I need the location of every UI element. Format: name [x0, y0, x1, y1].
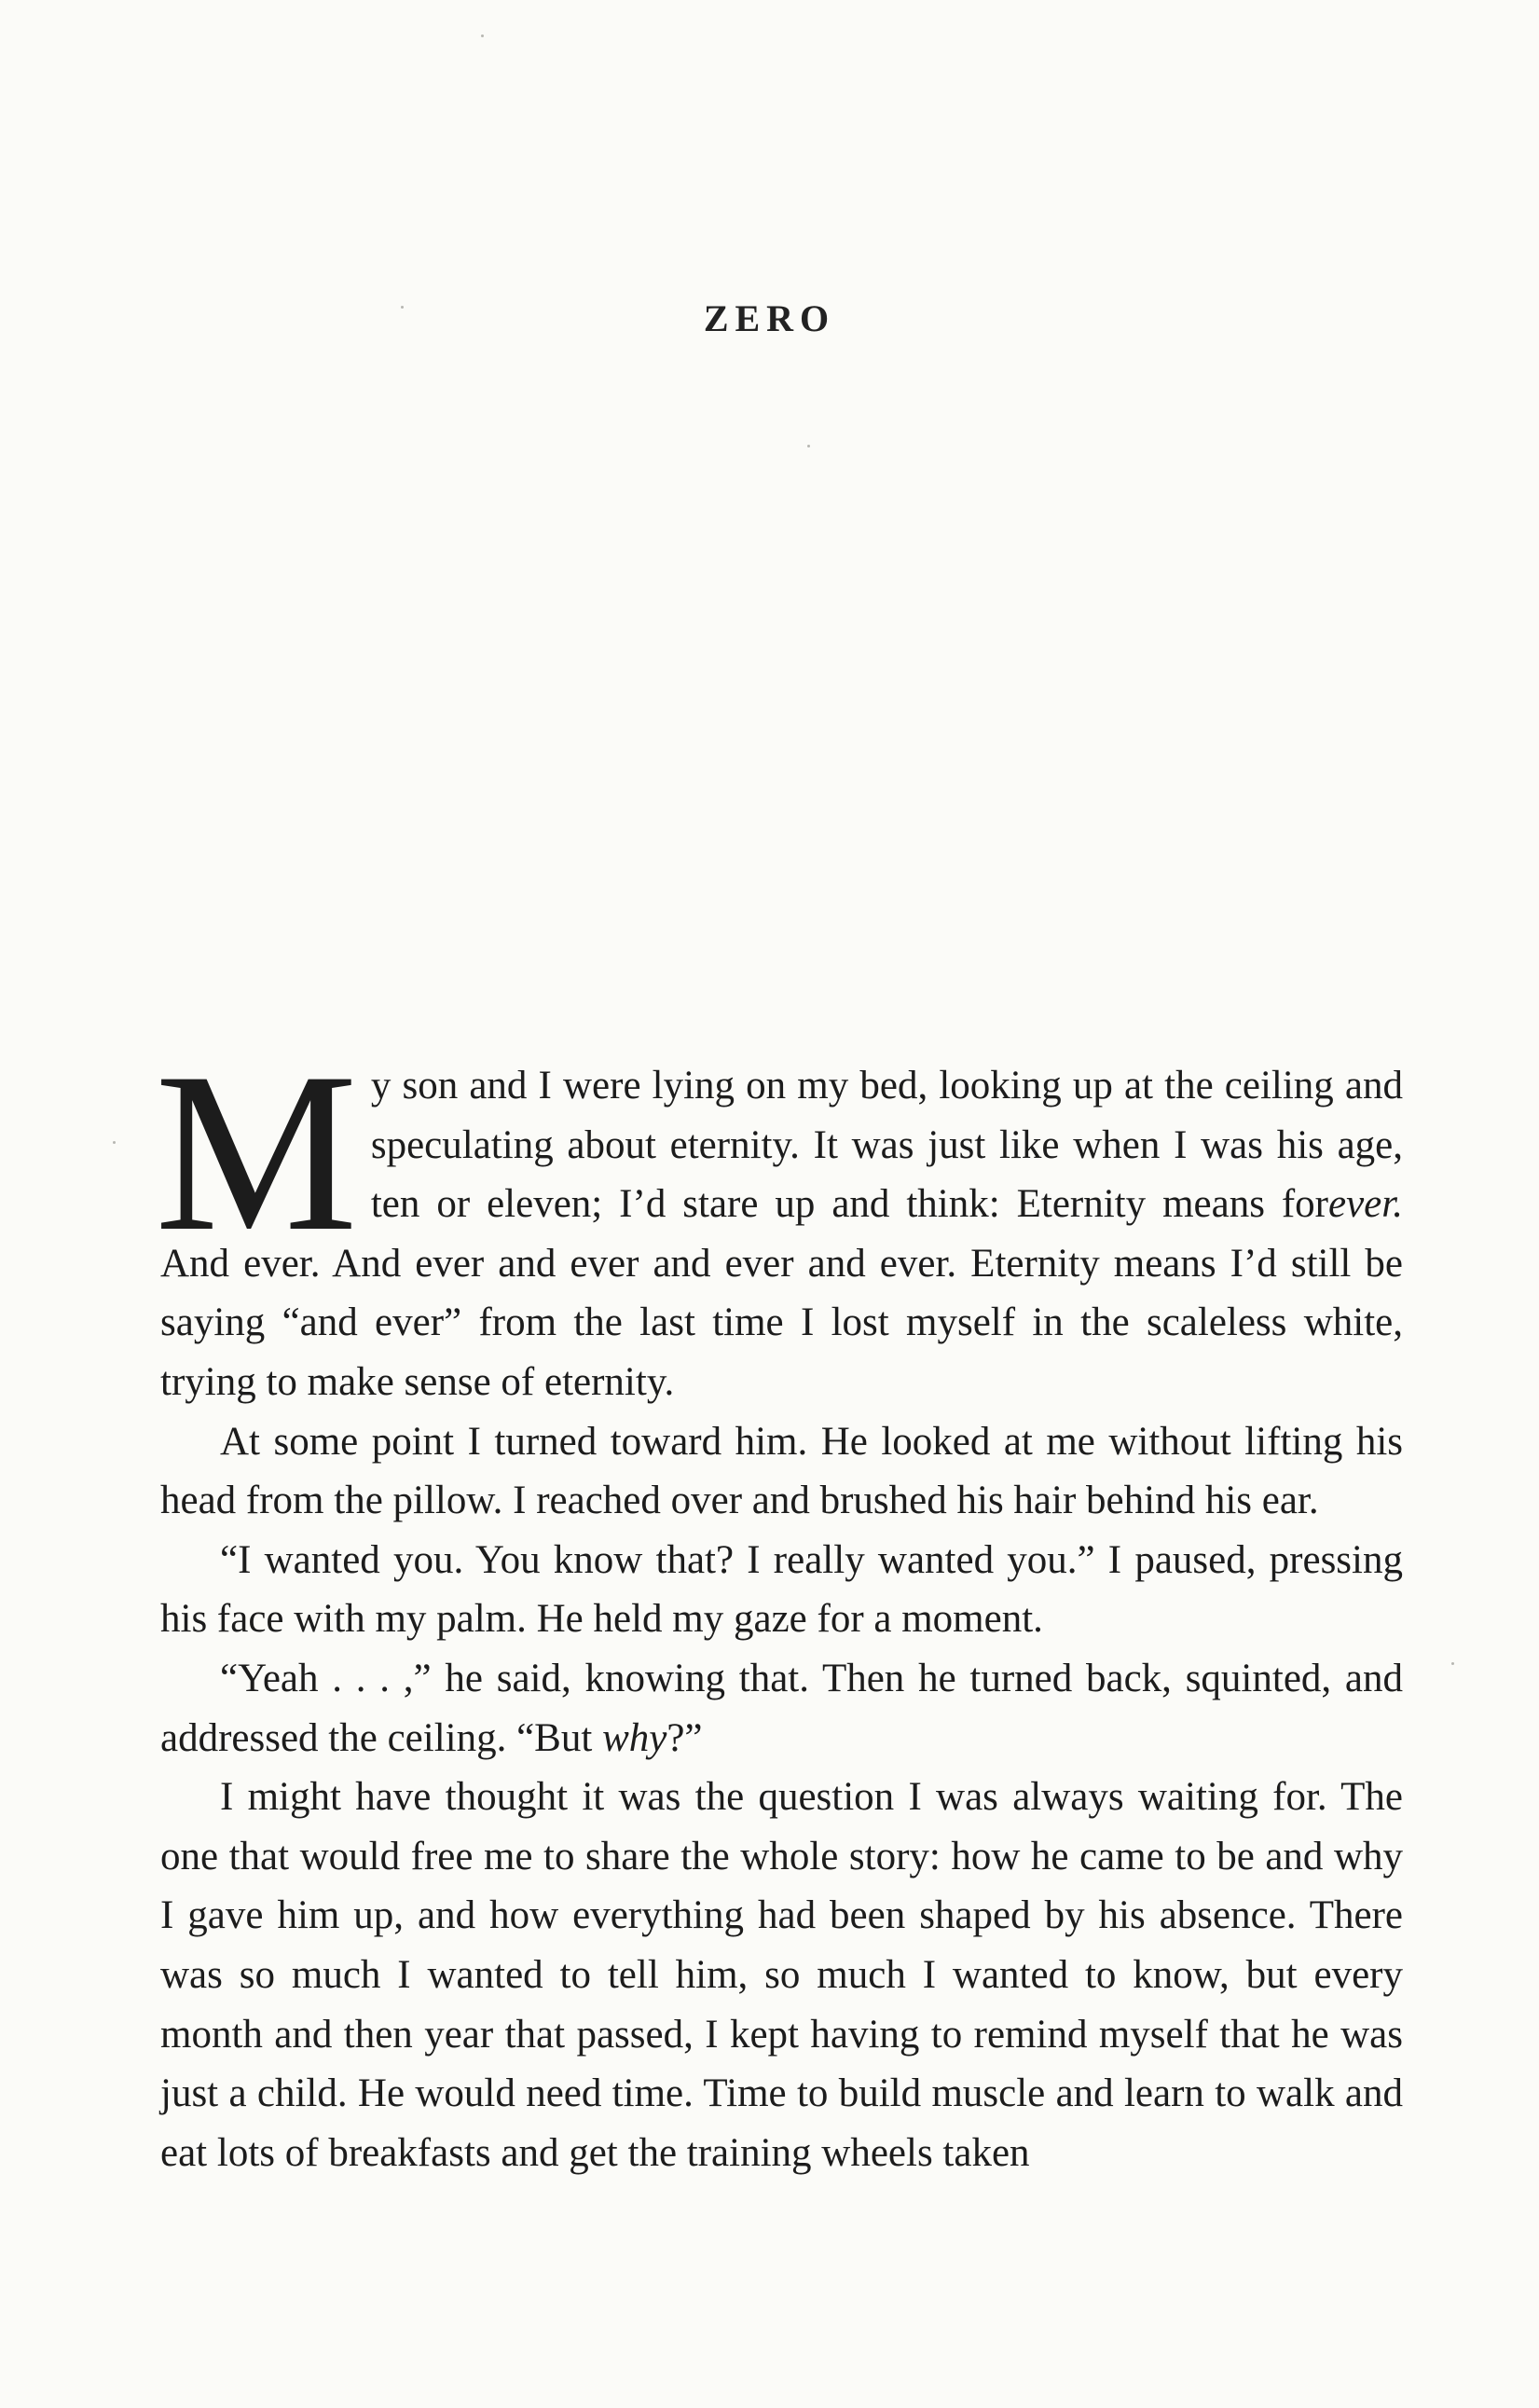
- drop-cap: M: [155, 1025, 358, 1278]
- paper-speck: [807, 445, 810, 447]
- text-run: ?”: [666, 1715, 703, 1760]
- paper-speck: [401, 306, 404, 309]
- text-run: “Yeah . . . ,” he said, knowing that. Then he turned back, squinted, and addressed the ceiling. “But: [160, 1656, 1403, 1760]
- text-run-italic: why: [602, 1715, 667, 1760]
- chapter-title: ZERO: [703, 297, 836, 339]
- text-run: And ever. And ever and ever and ever and ever. Eternity means I’d still be saying “and ever” from the last time I lost myself in the scaleless white, trying to make sense of eternity.: [160, 1241, 1403, 1404]
- paragraph: [160, 1649, 1403, 1768]
- paper-speck: [113, 1141, 116, 1144]
- paper-speck: [481, 34, 484, 37]
- paragraph: [155, 1025, 1403, 1412]
- paragraph: [160, 1412, 1403, 1531]
- paragraph: [160, 1768, 1403, 2182]
- text-run-italic: ever.: [1328, 1182, 1403, 1227]
- text-run: y son and I were lying on my bed, looking up at the ceiling and speculating about eternity. It was just like when I was his age, ten or eleven; I’d stare up and think: Eternity means for: [370, 1064, 1403, 1227]
- body-text: [155, 1025, 1403, 2182]
- text-run: I might have thought it was the question I was always waiting for. The one that would free me to share the whole story: how he came to be and why I gave him up, and how everything had been shaped by his absence. There was so much I wanted to tell him, so much I wanted to know, but every month and then year that passed, I kept having to remind myself that he was just a child. He would need time. Time to build muscle and learn to walk and eat lots of breakfasts and get the training wheels taken: [160, 1775, 1403, 2175]
- paragraph: [160, 1531, 1403, 1649]
- text-run: “I wanted you. You know that? I really wanted you.” I paused, pressing his face with my palm. He held my gaze for a moment.: [160, 1537, 1403, 1642]
- text-run: At some point I turned toward him. He looked at me without lifting his head from the pillow. I reached over and brushed his hair behind his ear.: [160, 1419, 1403, 1523]
- paper-speck: [1451, 1662, 1454, 1665]
